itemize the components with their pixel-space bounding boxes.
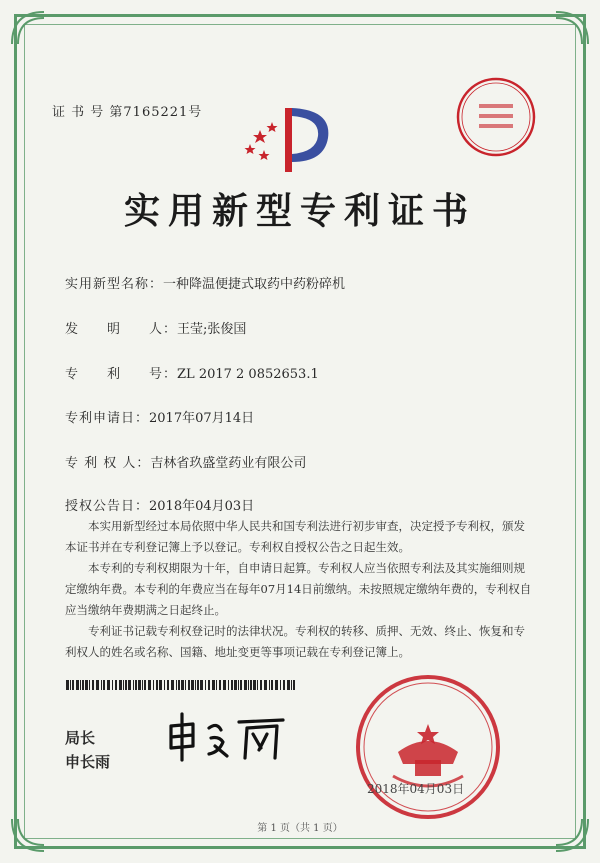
barcode-bar: [293, 680, 295, 690]
barcode-bar: [248, 680, 249, 690]
patent-office-logo: [240, 100, 340, 180]
barcode-bar: [253, 680, 256, 690]
field-label: 专利申请日：: [65, 411, 150, 426]
barcode-bar: [205, 680, 206, 690]
barcode-bar: [103, 680, 105, 690]
seal-date: 2018年04月03日: [367, 782, 465, 796]
field-label: 专 利 权 人：: [65, 456, 151, 471]
barcode-bar: [101, 680, 102, 690]
barcode-bar: [275, 680, 278, 690]
field-patent-number: [65, 363, 319, 382]
barcode-bar: [164, 680, 165, 690]
barcode-bar: [171, 680, 174, 690]
barcode-bar: [70, 680, 71, 690]
barcode: [66, 680, 296, 690]
body-paragraph: 专利证书记载专利权登记时的法律状况。专利权的转移、质押、无效、终止、恢复和专利权人的姓名或名称、国籍、地址变更等事项记载在专利登记簿上。: [65, 624, 525, 659]
barcode-bar: [133, 680, 134, 690]
field-grant-date: [65, 495, 254, 514]
barcode-bar: [283, 680, 285, 690]
body-paragraph: 本实用新型经过本局依照中华人民共和国专利法进行初步审查，决定授予专利权，颁发本证书并在专利登记簿上予以登记。专利权自授权公告之日起生效。: [65, 519, 525, 554]
barcode-bar: [231, 680, 233, 690]
certificate-title: 实用新型专利证书: [123, 190, 476, 232]
barcode-bar: [76, 680, 79, 690]
field-inventor: [65, 318, 246, 337]
barcode-bar: [223, 680, 226, 690]
field-value: 2017年07月14日: [149, 411, 255, 426]
barcode-bar: [92, 680, 94, 690]
field-value: 王莹;张俊国: [177, 322, 247, 337]
barcode-bar: [142, 680, 143, 690]
barcode-bar: [191, 680, 194, 690]
barcode-bar: [80, 680, 81, 690]
field-label: 实用新型名称：: [65, 277, 164, 292]
handwritten-signature: [165, 708, 295, 763]
barcode-bar: [195, 680, 196, 690]
barcode-bar: [250, 680, 252, 690]
barcode-bar: [167, 680, 169, 690]
field-value: 2018年04月03日: [149, 499, 255, 514]
barcode-bar: [240, 680, 242, 690]
barcode-bar: [125, 680, 127, 690]
barcode-bar: [128, 680, 131, 690]
field-value: ZL 2017 2 0852653.1: [177, 367, 319, 382]
barcode-bar: [200, 680, 203, 690]
barcode-bar: [219, 680, 221, 690]
corner-ornament-top-left: [8, 8, 48, 48]
page-number: 第 1 页（共 1 页）: [257, 823, 343, 834]
corner-ornament-top-right: [552, 8, 592, 48]
barcode-bar: [271, 680, 273, 690]
barcode-bar: [159, 680, 162, 690]
field-value: 吉林省玖盛堂药业有限公司: [150, 456, 307, 471]
barcode-bar: [89, 680, 90, 690]
barcode-bar: [72, 680, 74, 690]
field-label: 发 明 人：: [65, 322, 178, 337]
barcode-bar: [138, 680, 141, 690]
barcode-bar: [185, 680, 186, 690]
barcode-bar: [115, 680, 117, 690]
official-seal: [353, 672, 503, 822]
barcode-bar: [112, 680, 113, 690]
barcode-bar: [269, 680, 270, 690]
barcode-bar: [82, 680, 84, 690]
certificate-body: [65, 516, 535, 663]
barcode-bar: [66, 680, 69, 690]
signatory-role: 局长: [65, 729, 96, 747]
barcode-bar: [178, 680, 180, 690]
field-value: 一种降温便捷式取药中药粉碎机: [163, 277, 346, 292]
barcode-bar: [260, 680, 262, 690]
body-paragraph: 本专利的专利权期限为十年，自申请日起算。专利权人应当依照专利法及其实施细则规定缴纳年费。本专利的年费应当在每年07月14日前缴纳。未按照规定缴纳年费的，专利权自应当缴纳年费期满之日起终止。: [65, 561, 532, 617]
barcode-bar: [238, 680, 239, 690]
barcode-bar: [148, 680, 151, 690]
barcode-bar: [181, 680, 184, 690]
barcode-bar: [156, 680, 158, 690]
barcode-bar: [287, 680, 290, 690]
field-label: 授权公告日：: [65, 499, 150, 514]
barcode-bar: [176, 680, 177, 690]
barcode-bar: [85, 680, 88, 690]
field-patentee: [65, 452, 306, 471]
barcode-bar: [135, 680, 137, 690]
certificate-number: 证 书 号 第7165221号: [52, 105, 203, 120]
barcode-bar: [228, 680, 229, 690]
barcode-bar: [212, 680, 215, 690]
barcode-bar: [107, 680, 110, 690]
barcode-bar: [208, 680, 210, 690]
barcode-bar: [119, 680, 122, 690]
barcode-bar: [257, 680, 258, 690]
field-label: 专 利 号：: [65, 367, 178, 382]
barcode-bar: [96, 680, 99, 690]
barcode-bar: [188, 680, 190, 690]
barcode-bar: [234, 680, 237, 690]
barcode-bar: [123, 680, 124, 690]
barcode-bar: [244, 680, 247, 690]
barcode-bar: [264, 680, 267, 690]
field-utility-model-name: [65, 273, 345, 292]
barcode-bar: [197, 680, 199, 690]
agency-stamp: [455, 76, 537, 158]
barcode-bar: [291, 680, 292, 690]
barcode-bar: [280, 680, 281, 690]
signatory-name: 申长雨: [65, 753, 111, 771]
field-application-date: [65, 407, 254, 426]
barcode-bar: [153, 680, 154, 690]
barcode-bar: [144, 680, 146, 690]
barcode-bar: [216, 680, 217, 690]
